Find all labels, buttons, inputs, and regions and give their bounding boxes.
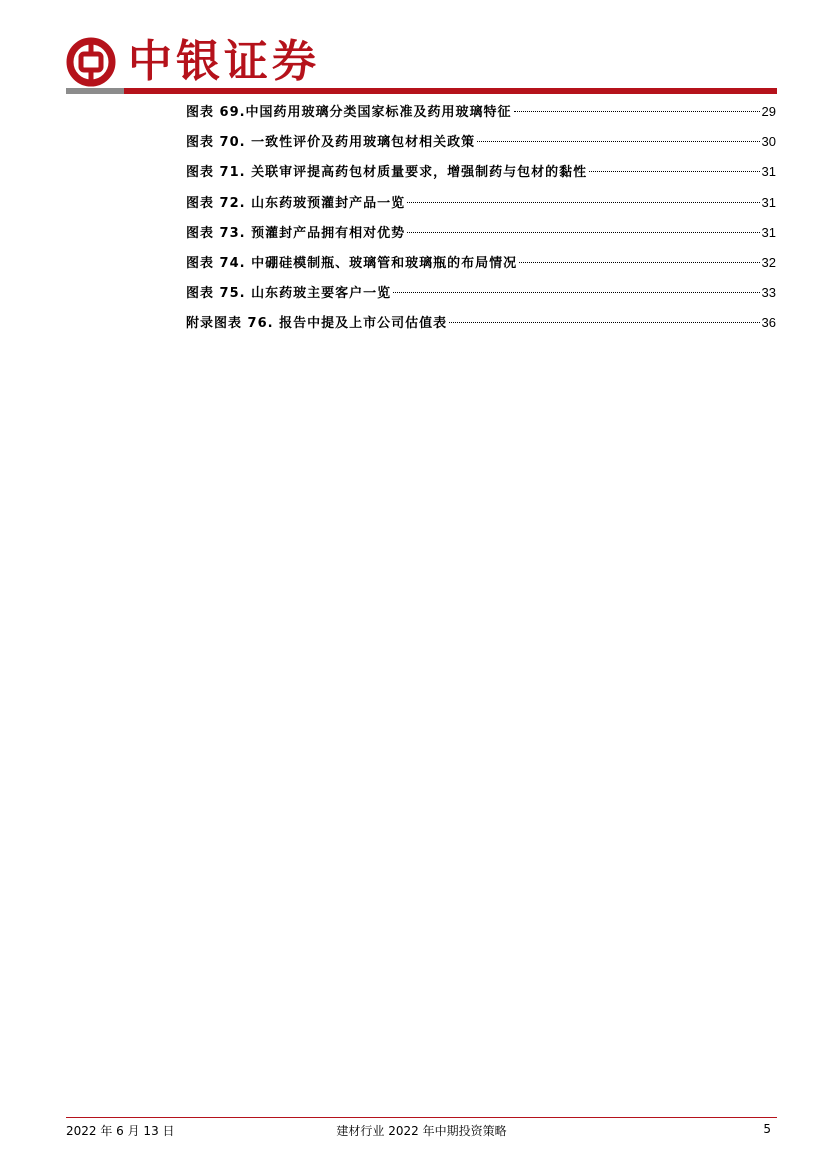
toc-entry[interactable] — [186, 221, 776, 251]
toc-entry-page: 30 — [761, 134, 776, 150]
toc-entry-page: 36 — [761, 315, 776, 331]
report-title: 建材行业 2022 年中期投资策略 — [336, 1124, 507, 1138]
page-footer — [66, 1122, 777, 1138]
dot-leader — [393, 292, 759, 293]
toc-entry-label: 图表 69.中国药用玻璃分类国家标准及药用玻璃特征 — [186, 105, 512, 120]
toc-entry-label: 图表 73. 预灌封产品拥有相对优势 — [186, 225, 406, 241]
toc-entry[interactable] — [186, 191, 776, 221]
toc-entry-label: 图表 74. 中硼硅模制瓶、玻璃管和玻璃瓶的布局情况 — [186, 255, 518, 271]
toc-entry[interactable] — [186, 160, 776, 190]
dot-leader — [407, 232, 759, 233]
toc-entry[interactable] — [186, 311, 776, 341]
bank-of-china-logo-icon — [66, 37, 116, 87]
dot-leader — [407, 202, 759, 203]
report-date: 2022 年 6 月 13 日 — [66, 1124, 175, 1138]
toc-entry[interactable] — [186, 251, 776, 281]
dot-leader — [519, 262, 759, 263]
brand-logo — [66, 35, 320, 89]
dot-leader — [514, 111, 760, 112]
toc-entry-page: 33 — [761, 285, 776, 301]
toc-entry-label: 附录图表 76. 报告中提及上市公司估值表 — [186, 316, 448, 332]
toc-entry-label: 图表 72. 山东药玻预灌封产品一览 — [186, 195, 406, 211]
toc-entry-label: 图表 70. 一致性评价及药用玻璃包材相关政策 — [186, 135, 476, 151]
toc-entry-label: 图表 75. 山东药玻主要客户一览 — [186, 286, 392, 302]
header-divider — [66, 88, 777, 94]
dot-leader — [477, 141, 759, 142]
footer-divider — [66, 1117, 777, 1118]
brand-name: 中银证券 — [128, 36, 320, 87]
toc-entry[interactable] — [186, 281, 776, 311]
toc-entry-page: 31 — [761, 194, 776, 210]
page-number: 5 — [763, 1122, 771, 1136]
table-of-figures — [186, 100, 776, 342]
toc-entry[interactable] — [186, 130, 776, 160]
dot-leader — [449, 322, 759, 323]
toc-entry[interactable] — [186, 100, 776, 130]
toc-entry-page: 32 — [761, 254, 776, 270]
toc-entry-label: 图表 71. 关联审评提高药包材质量要求，增强制药与包材的黏性 — [186, 165, 588, 181]
toc-entry-page: 31 — [761, 224, 776, 240]
toc-entry-page: 29 — [761, 104, 776, 119]
toc-entry-page: 31 — [761, 164, 776, 180]
dot-leader — [589, 171, 759, 172]
